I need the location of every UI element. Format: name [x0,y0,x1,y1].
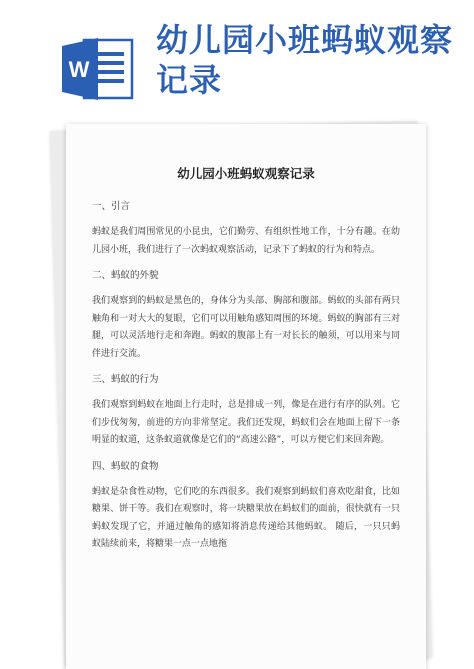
document-title: 幼儿园小班蚂蚁观察记录 [177,166,315,181]
section-paragraph: 我们观察到的蚂蚁是黑色的，身体分为头部、胸部和腹部。蚂蚁的头部有两只触角和一对大大的复眼，它们可以用触角感知周围的环境。蚂蚁的胸部有三对腿，可以灵活地行走和奔跑。蚂蚁的腹部上有一对长长的触须，可以用来与同伴进行交流。 [92,296,400,359]
section-paragraph: 蚂蚁是我们周围常见的小昆虫，它们勤劳、有组织性地工作，十分有趣。在幼儿园小班，我们进行了一次蚂蚁观察活动，记录下了蚂蚁的行为和特点。 [92,227,400,255]
section-heading: 一、引言 [92,201,131,212]
banner-title: 幼儿园小班蚂蚁观察记录 [156,21,454,99]
section-heading: 四、蚂蚁的食物 [92,460,159,472]
svg-text:W: W [68,57,90,82]
banner [0,0,474,118]
section-heading: 二、蚂蚁的外貌 [92,270,159,281]
section-paragraph: 蚂蚁是杂食性动物，它们吃的东西很多。我们观察到蚂蚁们喜欢吃甜食，比如糖果、饼干等。我们在观察时，将一块糖果放在蚂蚁们的面前，很快就有一只蚂蚁发现了它，并通过触角的感知将消息传递给其他蚂蚁。 随后，一只只蚂蚁陆续前来，将糖果一点一点地拖 [92,486,400,549]
document-page [66,124,426,669]
word-document-icon [62,36,134,102]
section-paragraph: 我们观察到蚂蚁在地面上行走时，总是排成一列，像是在进行有序的队列。它们步伐匆匆，前进的方向非常坚定。我们还发现，蚂蚁们会在地面上留下一条明显的蚁道，这条蚁道就像是它们的“高速公路”，可以方便它们来回奔跑。 [92,400,400,445]
section-heading: 三、蚂蚁的行为 [92,374,159,385]
